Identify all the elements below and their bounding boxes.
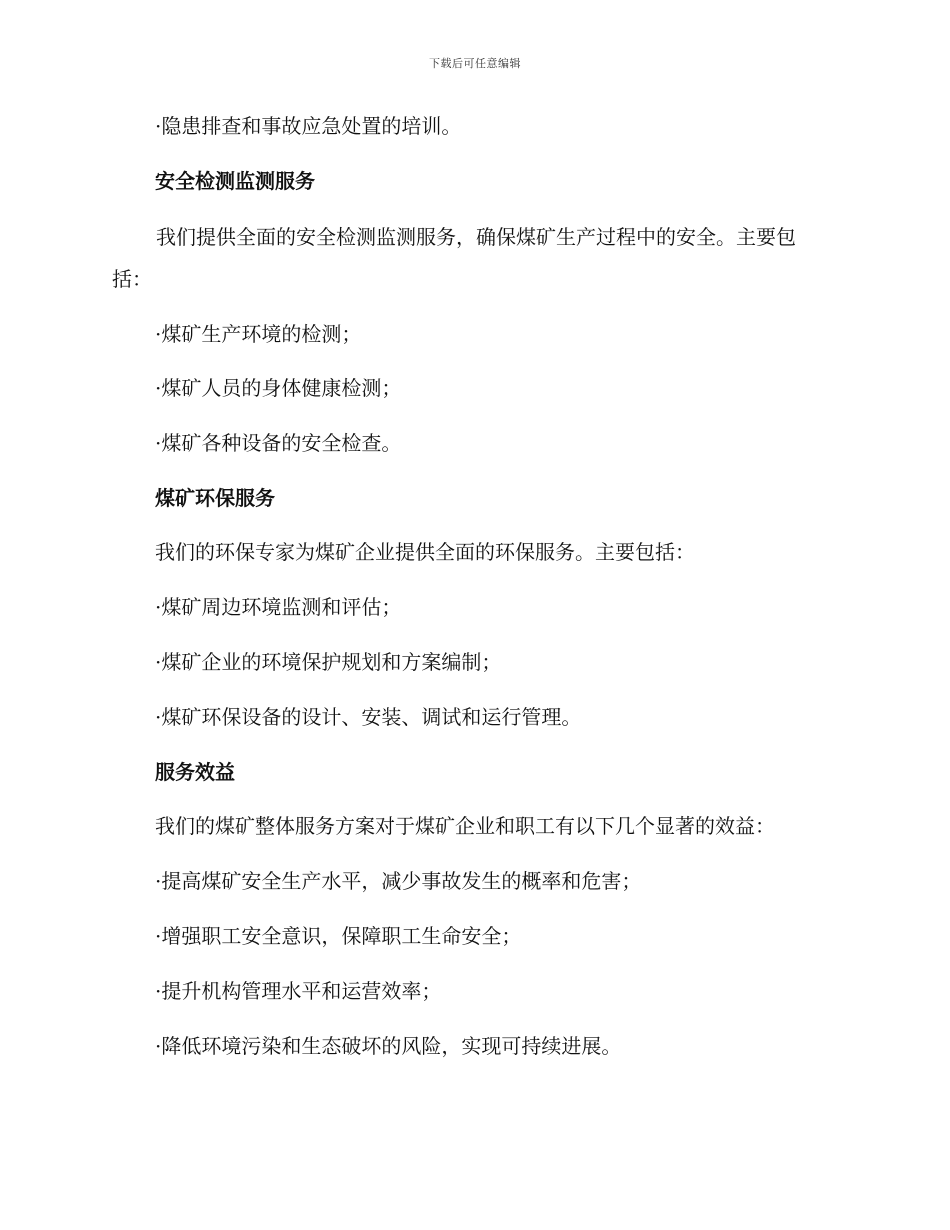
bullet-item: ·降低环境污染和生态破坏的风险，实现可持续进展。 <box>155 1034 622 1058</box>
section-heading: 煤矿环保服务 <box>155 486 275 510</box>
bullet-item: ·隐患排查和事故应急处置的培训。 <box>155 114 462 138</box>
bullet-item: ·煤矿周边环境监测和评估； <box>155 595 402 619</box>
bullet-item: ·煤矿人员的身体健康检测； <box>155 376 402 400</box>
bullet-item: ·增强职工安全意识，保障职工生命安全； <box>155 924 522 948</box>
bullet-item: ·煤矿各种设备的安全检查。 <box>155 431 402 455</box>
section-heading: 服务效益 <box>155 760 235 784</box>
bullet-item: ·煤矿企业的环境保护规划和方案编制； <box>155 650 502 674</box>
paragraph: 我们的环保专家为煤矿企业提供全面的环保服务。主要包括： <box>155 540 695 564</box>
page-header: 下载后可任意编辑 <box>429 57 521 70</box>
paragraph: 我们提供全面的安全检测监测服务，确保煤矿生产过程中的安全。主要包括： <box>112 225 796 291</box>
section-heading: 安全检测监测服务 <box>155 169 315 193</box>
bullet-item: ·煤矿环保设备的设计、安装、调试和运行管理。 <box>155 705 582 729</box>
bullet-item: ·提高煤矿安全生产水平，减少事故发生的概率和危害； <box>155 869 642 893</box>
bullet-item: ·煤矿生产环境的检测； <box>155 322 362 346</box>
bullet-item: ·提升机构管理水平和运营效率； <box>155 979 442 1003</box>
paragraph: 我们的煤矿整体服务方案对于煤矿企业和职工有以下几个显著的效益： <box>155 814 775 838</box>
